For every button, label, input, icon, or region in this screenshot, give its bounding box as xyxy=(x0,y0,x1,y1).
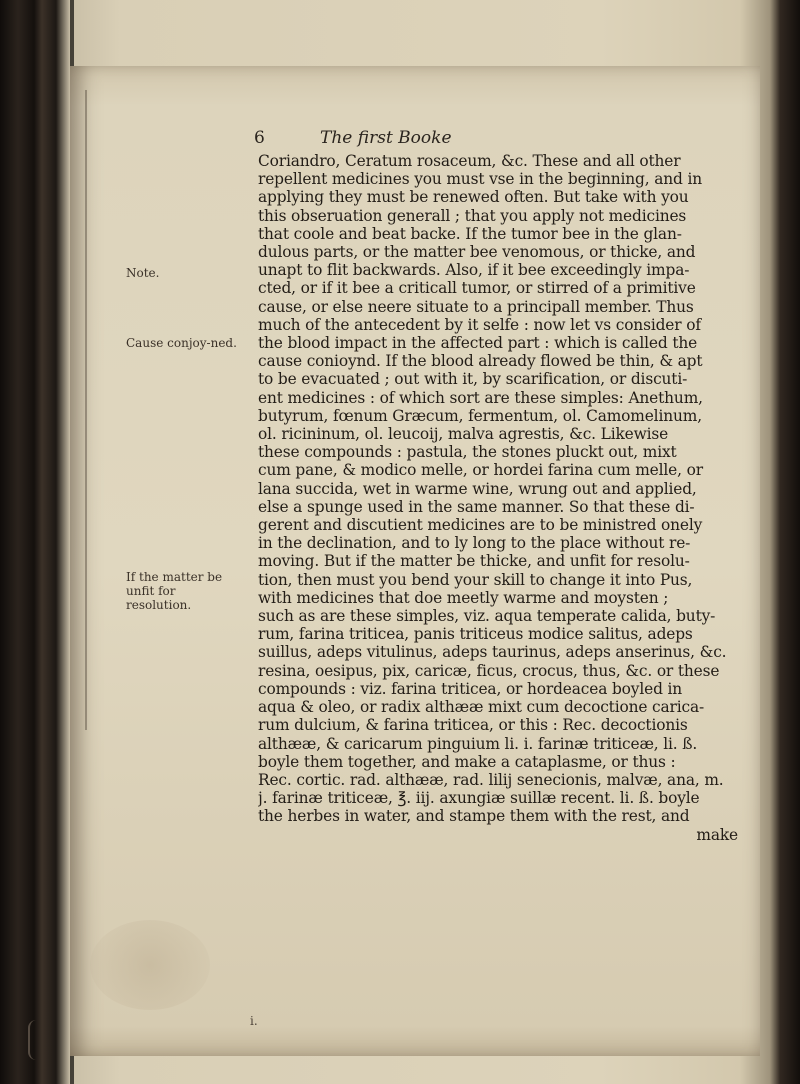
text-line: else a spunge used in the same manner. So that these di- xyxy=(258,497,695,516)
text-line: in the declination, and to ly long to the place without re- xyxy=(258,534,691,553)
text-line: much of the antecedent by it selfe : now let vs consider of xyxy=(258,315,701,334)
text-line: the herbes in water, and stampe them with the rest, and xyxy=(258,807,690,826)
text-line: rum, farina triticea, panis triticeus modice salitus, adeps xyxy=(258,625,693,644)
text-line: boyle them together, and make a cataplasme, or thus : xyxy=(258,752,676,771)
text-line: gerent and discutient medicines are to be ministred onely xyxy=(258,516,703,535)
margin-note-unfit-resolution: If the matter be unfit for resolution. xyxy=(126,570,223,612)
text-line: resina, oesipus, pix, caricæ, ficus, crocus, thus, &c. or these xyxy=(258,661,720,680)
text-line: these compounds : pastula, the stones pluckt out, mixt xyxy=(258,443,677,462)
text-line: compounds : viz. farina triticea, or hordeacea boyled in xyxy=(258,679,683,698)
text-line: ent medicines : of which sort are these simples: Anethum, xyxy=(258,388,703,407)
page-edge-mark xyxy=(28,1020,44,1060)
signature-mark: i. xyxy=(250,1014,258,1028)
text-line: to be evacuated ; out with it, by scarification, or discuti- xyxy=(258,370,688,389)
text-line: that coole and beat backe. If the tumor bee in the glan- xyxy=(258,224,682,243)
text-line: j. farinæ triticeæ, ℥. iij. axungiæ suillæ recent. li. ß. boyle xyxy=(258,789,700,808)
text-line: cted, or if it bee a criticall tumor, or stirred of a primitive xyxy=(258,279,696,298)
text-line: with medicines that doe meetly warme and moysten ; xyxy=(258,588,669,607)
text-line: cum pane, & modico melle, or hordei farina cum melle, or xyxy=(258,461,703,480)
text-line: ol. ricininum, ol. leucoij, malva agrestis, &c. Likewise xyxy=(258,425,669,444)
margin-note-cause-conjoyned: Cause conjoy-ned. xyxy=(126,336,237,350)
margin-note-note: Note. xyxy=(126,266,160,280)
gutter-rule xyxy=(85,90,87,730)
text-line: applying they must be renewed often. But take with you xyxy=(258,188,689,207)
text-line: althææ, & caricarum pinguium li. i. farinæ triticeæ, li. ß. xyxy=(258,734,698,753)
page-number: 6 xyxy=(254,128,265,148)
text-line: butyrum, fœnum Græcum, fermentum, ol. Camomelinum, xyxy=(258,406,702,425)
text-line: Rec. cortic. rad. althææ, rad. lilij senecionis, malvæ, ana, m. xyxy=(258,770,724,789)
text-line: aqua & oleo, or radix althææ mixt cum decoctione carica- xyxy=(258,698,705,717)
text-line: moving. But if the matter be thicke, and unfit for resolu- xyxy=(258,552,690,571)
text-line: lana succida, wet in warme wine, wrung out and applied, xyxy=(258,479,697,498)
text-line: unapt to flit backwards. Also, if it bee exceedingly impa- xyxy=(258,261,690,280)
text-line: the blood impact in the affected part : which is called the xyxy=(258,334,698,353)
paper-stain xyxy=(90,920,210,1010)
text-line: dulous parts, or the matter bee venomous, or thicke, and xyxy=(258,243,696,262)
text-line: rum dulcium, & farina triticea, or this : Rec. decoctionis xyxy=(258,716,688,735)
running-title: The first Booke xyxy=(320,128,452,148)
text-line: repellent medicines you must vse in the beginning, and in xyxy=(258,170,703,189)
body-text xyxy=(258,152,738,844)
text-line: Coriandro, Ceratum rosaceum, &c. These and all other xyxy=(258,152,681,170)
text-line: such as are these simples, viz. aqua temperate calida, buty- xyxy=(258,607,716,626)
text-line: this obseruation generall ; that you apply not medicines xyxy=(258,206,687,225)
text-line: cause conioynd. If the blood already flowed be thin, & apt xyxy=(258,352,703,371)
text-line: cause, or else neere situate to a principall member. Thus xyxy=(258,297,694,316)
text-line: tion, then must you bend your skill to change it into Pus, xyxy=(258,570,693,589)
catchword: make xyxy=(696,825,738,844)
text-line: suillus, adeps vitulinus, adeps taurinus, adeps anserinus, &c. xyxy=(258,643,727,662)
